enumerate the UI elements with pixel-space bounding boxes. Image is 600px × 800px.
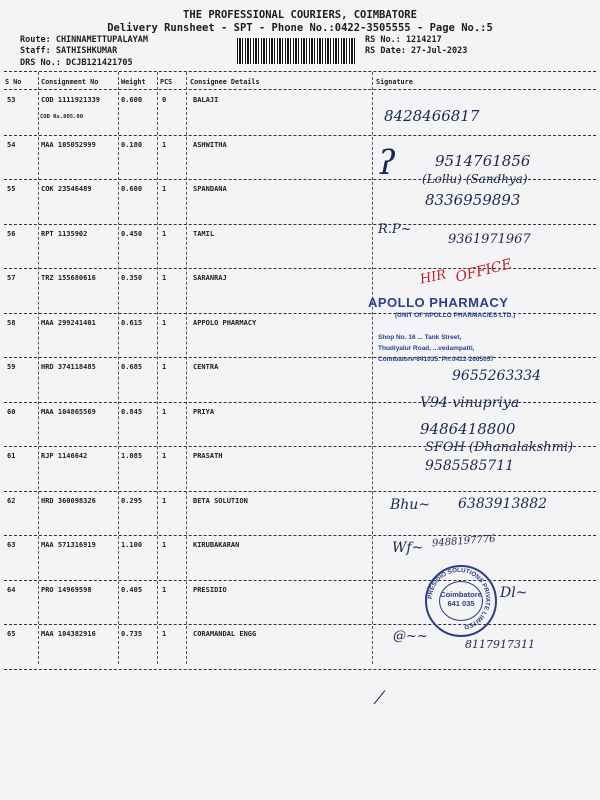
apollo-stamp-address-3: Coimbatore-641035. Ph:0422-2665057	[378, 356, 494, 363]
row-weight: 1.085	[121, 452, 143, 460]
presidio-stamp-pin: 641 035	[447, 599, 475, 608]
row-separator	[4, 491, 596, 492]
row-consignment-no: HRD 374118485	[41, 363, 96, 371]
row-weight: 0.350	[121, 274, 143, 282]
row-sno: 60	[7, 407, 16, 416]
row-sno: 56	[7, 229, 16, 238]
row-sno: 64	[7, 585, 16, 594]
row-consignment-no: MAA 571316919	[41, 541, 96, 549]
presidio-stamp-ring-text: PRESIDIO SOLUTIONS PRIVATE LIMITED	[426, 566, 492, 631]
row-consignment-no: RJP 1146642	[41, 452, 88, 460]
row-sno: 63	[7, 541, 16, 549]
row-separator	[4, 624, 596, 625]
row-consignee: SARANRAJ	[193, 274, 227, 282]
runsheet-title: Delivery Runsheet - SPT - Phone No.:0422-3505555 - Page No.:5	[107, 22, 493, 34]
row-consignee: BALAJI	[193, 96, 219, 104]
col-divider	[157, 72, 158, 664]
col-header-weight: Weight	[121, 78, 146, 86]
row-consignee: PRASATH	[193, 452, 223, 460]
row-pcs: 1	[162, 407, 167, 416]
rs-no-label: RS No.: 1214217	[365, 35, 442, 45]
row-pcs: 1	[162, 452, 167, 460]
row-pcs: 1	[162, 318, 167, 327]
row-consignee: PRESIDIO	[193, 585, 227, 594]
col-divider	[372, 72, 373, 664]
row-pcs: 1	[162, 140, 167, 149]
row-consignment-no: RPT 1135902	[41, 229, 88, 238]
col-header-consignment: Consignment No	[41, 78, 99, 86]
barcode	[237, 38, 355, 64]
row-separator	[4, 580, 596, 581]
row-weight: 0.845	[121, 407, 143, 416]
col-header-signature: Signature	[376, 78, 413, 86]
signature-mark-62: Bhu~	[390, 497, 431, 513]
row-consignee: CENTRA	[193, 363, 219, 371]
apollo-stamp-address-2: Thudiyalur Road, ...vedampatti,	[378, 345, 475, 352]
row-weight: 1.100	[121, 541, 143, 549]
row-consignment-no: COD 1111921339	[41, 96, 101, 104]
signature-55-name: (Lollu) (Sandhya)	[422, 172, 528, 186]
row-consignee: ASHWITHA	[193, 140, 227, 149]
signature-57-b: OFFICE	[453, 256, 514, 286]
col-header-sno: S No	[5, 78, 22, 86]
header-top-rule	[4, 71, 596, 72]
row-pcs: 1	[162, 541, 167, 549]
row-consignee: TAMIL	[193, 229, 215, 238]
company-title: THE PROFESSIONAL COURIERS, COIMBATORE	[183, 9, 417, 21]
signature-mark-63: Wf~	[392, 540, 424, 556]
row-consignment-no: HRD 360098326	[41, 496, 96, 505]
row-pcs: 1	[162, 630, 167, 638]
apollo-stamp-sub: (UNIT OF APOLLO PHARMACIES LTD.)	[395, 312, 516, 319]
presidio-stamp	[425, 565, 497, 637]
row-consignment-no: TRZ 155680616	[41, 274, 96, 282]
row-weight: 0.735	[121, 630, 143, 638]
row-weight: 0.295	[121, 496, 143, 505]
row-pcs: 1	[162, 585, 167, 594]
row-sno: 55	[7, 185, 16, 193]
row-weight: 0.600	[121, 185, 143, 193]
row-consignment-no: MAA 104382916	[41, 630, 96, 638]
signature-mark-56: R.P~	[378, 222, 412, 237]
signature-59: 9655263334	[452, 368, 542, 384]
row-cod-note: COD Rs.805.00	[40, 114, 84, 120]
signature-57-a: HIR	[418, 267, 448, 288]
row-separator	[4, 669, 596, 670]
row-sno: 58	[7, 318, 16, 327]
signature-mark-64: Dl~	[500, 585, 528, 601]
row-consignment-no: MAA 299241401	[41, 318, 96, 327]
row-weight: 0.405	[121, 585, 143, 594]
route-label: Route: CHINNAMETTUPALAYAM	[20, 35, 148, 45]
row-pcs: 1	[162, 229, 167, 238]
row-pcs: 0	[162, 96, 167, 104]
row-separator	[4, 535, 596, 536]
row-consignee: KIRUBAKARAN	[193, 541, 240, 549]
row-consignee: PRIYA	[193, 407, 215, 416]
row-consignee: CORAMANDAL ENGG	[193, 630, 257, 638]
staff-label: Staff: SATHISHKUMAR	[20, 46, 118, 56]
row-sno: 65	[7, 630, 16, 638]
row-consignment-no: PRO 14969598	[41, 585, 92, 594]
row-sno: 59	[7, 363, 16, 371]
row-consignee: SPANDANA	[193, 185, 227, 193]
row-weight: 0.180	[121, 140, 143, 149]
signature-61: 9585585711	[425, 458, 515, 474]
row-sno: 54	[7, 140, 16, 149]
row-consignment-no: MAA 105052999	[41, 140, 96, 149]
signature-61-name: SFOH (Dhanalakshmi)	[425, 440, 574, 455]
signature-60: 9486418800	[420, 420, 516, 438]
signature-62: 6383913882	[458, 496, 548, 512]
col-header-consignee: Consignee Details	[190, 78, 260, 86]
row-consignment-no: COK 23546489	[41, 185, 92, 193]
row-pcs: 1	[162, 496, 167, 505]
signature-53: 8428466817	[384, 107, 480, 125]
row-separator	[4, 135, 596, 136]
row-consignee: BETA SOLUTION	[193, 496, 248, 505]
rs-date-label: RS Date: 27-Jul-2023	[365, 46, 468, 56]
drs-label: DRS No.: DCJB121421705	[20, 58, 133, 68]
row-consignment-no: MAA 104865569	[41, 407, 96, 416]
signature-mark-65: @~~	[393, 629, 428, 644]
row-pcs: 1	[162, 185, 167, 193]
row-consignee: APPOLO PHARMACY	[193, 318, 257, 327]
presidio-stamp-city: Coimbatore	[440, 590, 482, 599]
apollo-stamp-brand: APOLLO PHARMACY	[368, 295, 509, 310]
signature-60-name: V94 vinupriya	[420, 395, 520, 411]
apollo-stamp-address-1: Shop No. 16 ... Tank Street,	[378, 334, 462, 341]
row-sno: 62	[7, 496, 16, 505]
signature-65: 8117917311	[465, 638, 535, 651]
signature-56: 9361971967	[448, 232, 531, 247]
row-separator	[4, 224, 596, 225]
row-pcs: 1	[162, 274, 167, 282]
row-weight: 0.600	[121, 96, 143, 104]
row-weight: 0.615	[121, 318, 143, 327]
col-divider	[118, 72, 119, 664]
row-sno: 57	[7, 274, 16, 282]
col-divider	[186, 72, 187, 664]
row-sno: 61	[7, 452, 16, 460]
signature-63: 9488197776	[431, 533, 496, 550]
row-sno: 53	[7, 96, 16, 104]
signature-54: 9514761856	[435, 152, 531, 170]
col-divider	[38, 72, 39, 664]
row-weight: 0.450	[121, 229, 143, 238]
row-separator	[4, 357, 596, 358]
row-weight: 0.685	[121, 363, 143, 371]
row-pcs: 1	[162, 363, 167, 371]
signature-55: 8336959893	[425, 191, 521, 209]
col-header-pcs: PCS	[160, 78, 173, 86]
signature-mark-54: ʔ	[378, 143, 397, 183]
stray-pen-mark: ⁄	[378, 688, 382, 709]
header-bottom-rule	[4, 89, 596, 90]
